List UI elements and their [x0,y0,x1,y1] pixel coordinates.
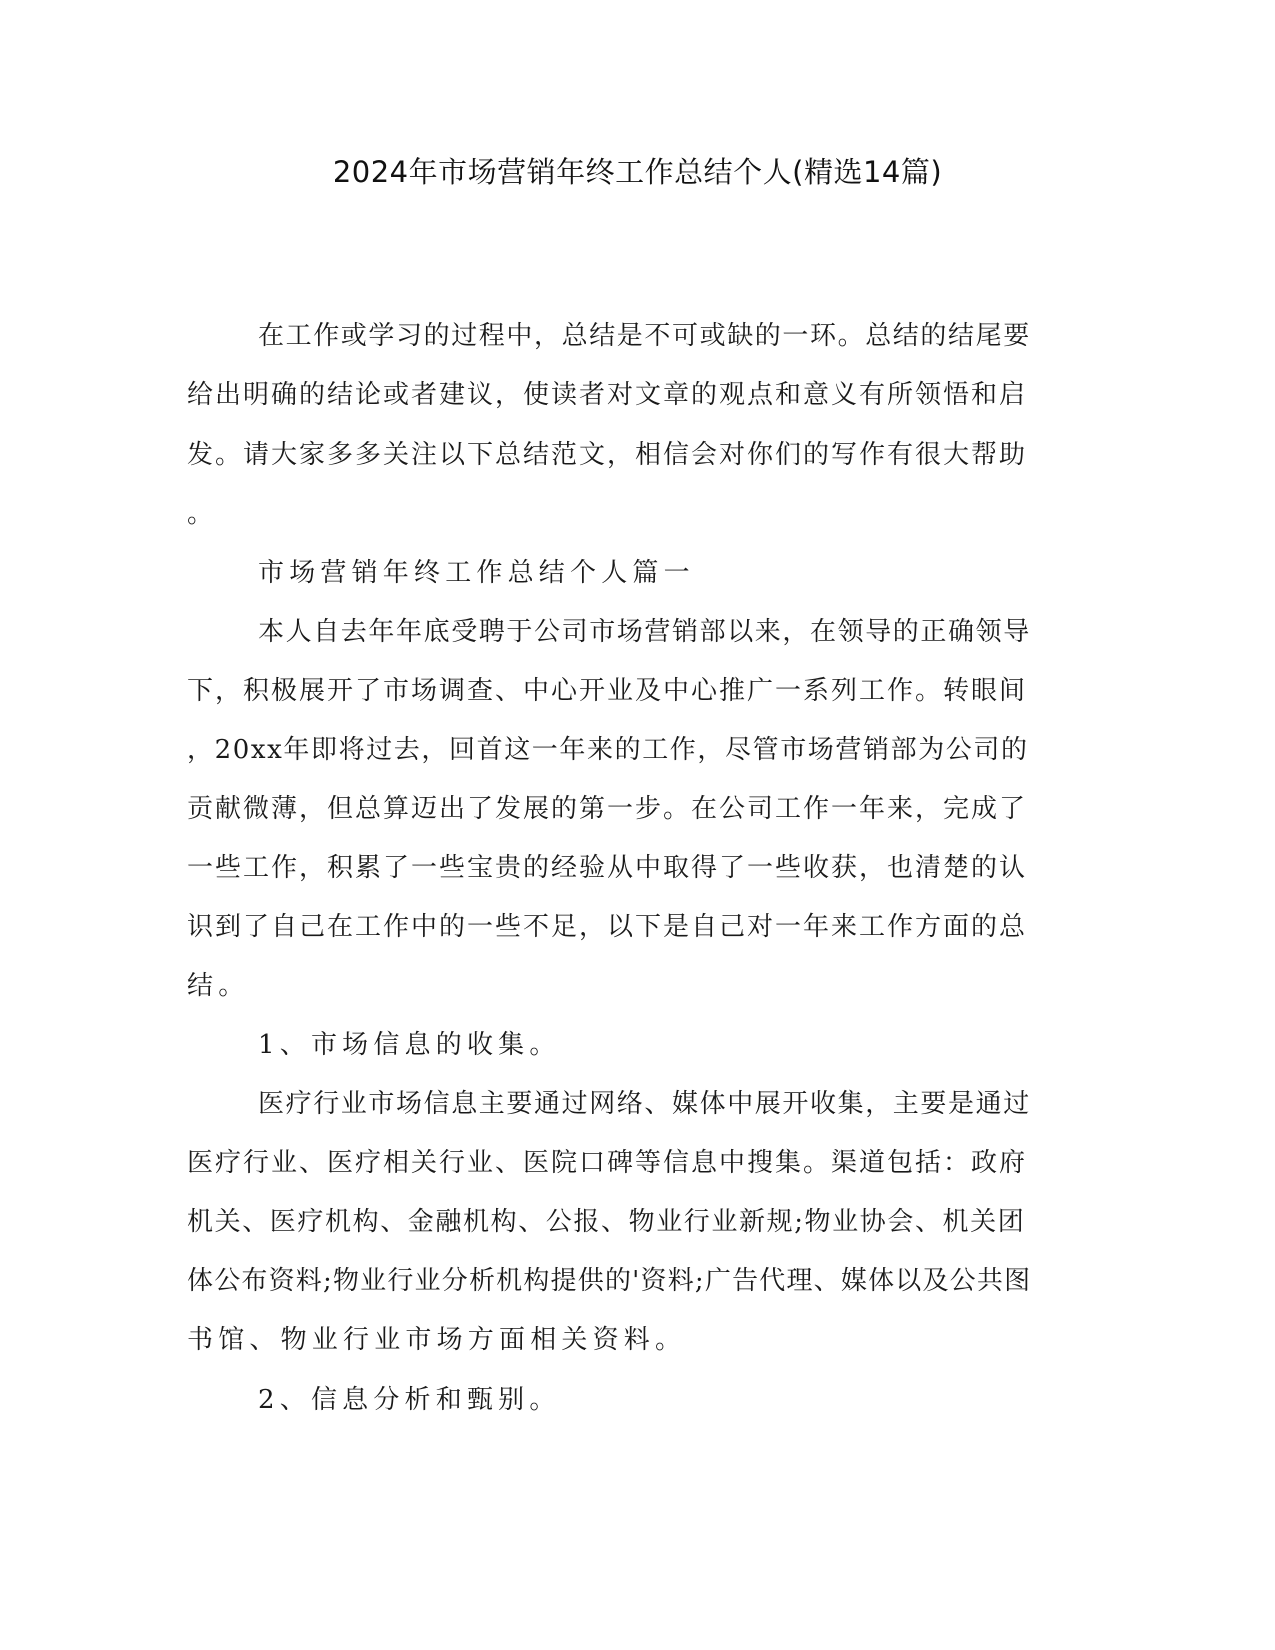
para2-line-4: 体公布资料;物业行业分析机构提供的'资料;广告代理、媒体以及公共图 [187,1266,1032,1296]
document-title: 2024年市场营销年终工作总结个人(精选14篇) [332,155,943,189]
intro-line-4: 。 [187,499,219,529]
para1-line-6: 识到了自己在工作中的一些不足，以下是自己对一年来工作方面的总 [187,912,1028,942]
para2-line-2: 医疗行业、医疗相关行业、医院口碑等信息中搜集。渠道包括：政府 [187,1148,1028,1178]
para1-line-7: 结。 [187,971,250,1001]
intro-line-1: 在工作或学习的过程中，总结是不可或缺的一环。总结的结尾要 [258,321,1031,351]
section-heading: 市场营销年终工作总结个人篇一 [258,558,695,588]
para2-line-5: 书馆、物业行业市场方面相关资料。 [187,1325,687,1355]
item-2-heading: 2、信息分析和甄别。 [258,1385,561,1415]
item-1-heading: 1、市场信息的收集。 [258,1030,561,1060]
para1-line-3: ，20xx年即将过去，回首这一年来的工作，尽管市场营销部为公司的 [187,735,1029,765]
para1-line-4: 贡献微薄，但总算迈出了发展的第一步。在公司工作一年来，完成了 [187,794,1028,824]
para2-line-1: 医疗行业市场信息主要通过网络、媒体中展开收集，主要是通过 [258,1089,1031,1119]
para1-line-5: 一些工作，积累了一些宝贵的经验从中取得了一些收获，也清楚的认 [187,853,1028,883]
intro-line-3: 发。请大家多多关注以下总结范文，相信会对你们的写作有很大帮助 [187,440,1028,470]
para2-line-3: 机关、医疗机构、金融机构、公报、物业行业新规;物业协会、机关团 [187,1207,1026,1237]
para1-line-1: 本人自去年年底受聘于公司市场营销部以来，在领导的正确领导 [258,617,1031,647]
para1-line-2: 下，积极展开了市场调查、中心开业及中心推广一系列工作。转眼间 [187,676,1028,706]
intro-line-2: 给出明确的结论或者建议，使读者对文章的观点和意义有所领悟和启 [187,380,1028,410]
